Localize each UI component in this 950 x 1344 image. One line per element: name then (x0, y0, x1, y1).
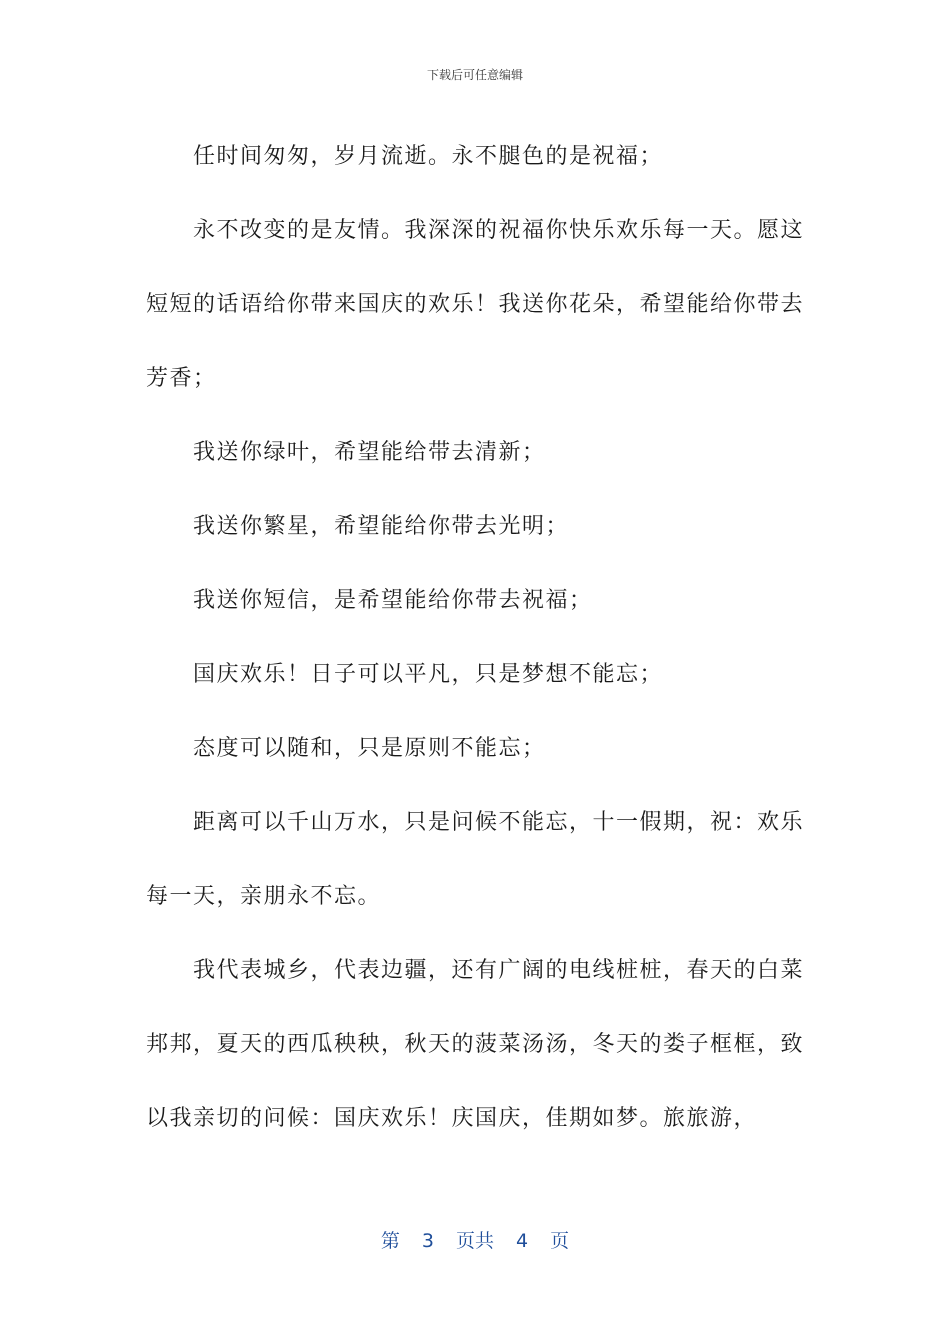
paragraph-2: 永不改变的是友情。我深深的祝福你快乐欢乐每一天。愿这短短的话语给你带来国庆的欢乐！我送你花朵，希望能给你带去芳香； (146, 218, 805, 391)
paragraph-1: 任时间匆匆，岁月流逝。永不腿色的是祝福； (193, 144, 664, 169)
footer-middle: 页共 (455, 1230, 494, 1252)
footer-current-page: 3 (421, 1230, 434, 1252)
paragraph-6: 国庆欢乐！日子可以平凡，只是梦想不能忘； (193, 662, 664, 687)
paragraph-8: 距离可以千山万水，只是问候不能忘，十一假期，祝：欢乐每一天，亲朋永不忘。 (146, 810, 805, 909)
page-header: 下载后可任意编辑 (426, 68, 523, 82)
footer-suffix: 页 (550, 1230, 570, 1252)
page-footer (0, 1226, 950, 1253)
paragraph-7: 态度可以随和，只是原则不能忘； (193, 736, 546, 761)
document-body (146, 120, 806, 1156)
footer-total-pages: 4 (516, 1230, 529, 1252)
footer-prefix: 第 (380, 1230, 400, 1252)
paragraph-4: 我送你繁星，希望能给你带去光明； (193, 514, 570, 539)
paragraph-9: 我代表城乡，代表边疆，还有广阔的电线桩桩，春天的白菜邦邦，夏天的西瓜秧秧，秋天的菠菜汤汤，冬天的娄子框框，致以我亲切的问候：国庆欢乐！庆国庆，佳期如梦。旅旅游， (146, 958, 805, 1131)
paragraph-5: 我送你短信，是希望能给你带去祝福； (193, 588, 593, 613)
paragraph-3: 我送你绿叶，希望能给带去清新； (193, 440, 546, 465)
